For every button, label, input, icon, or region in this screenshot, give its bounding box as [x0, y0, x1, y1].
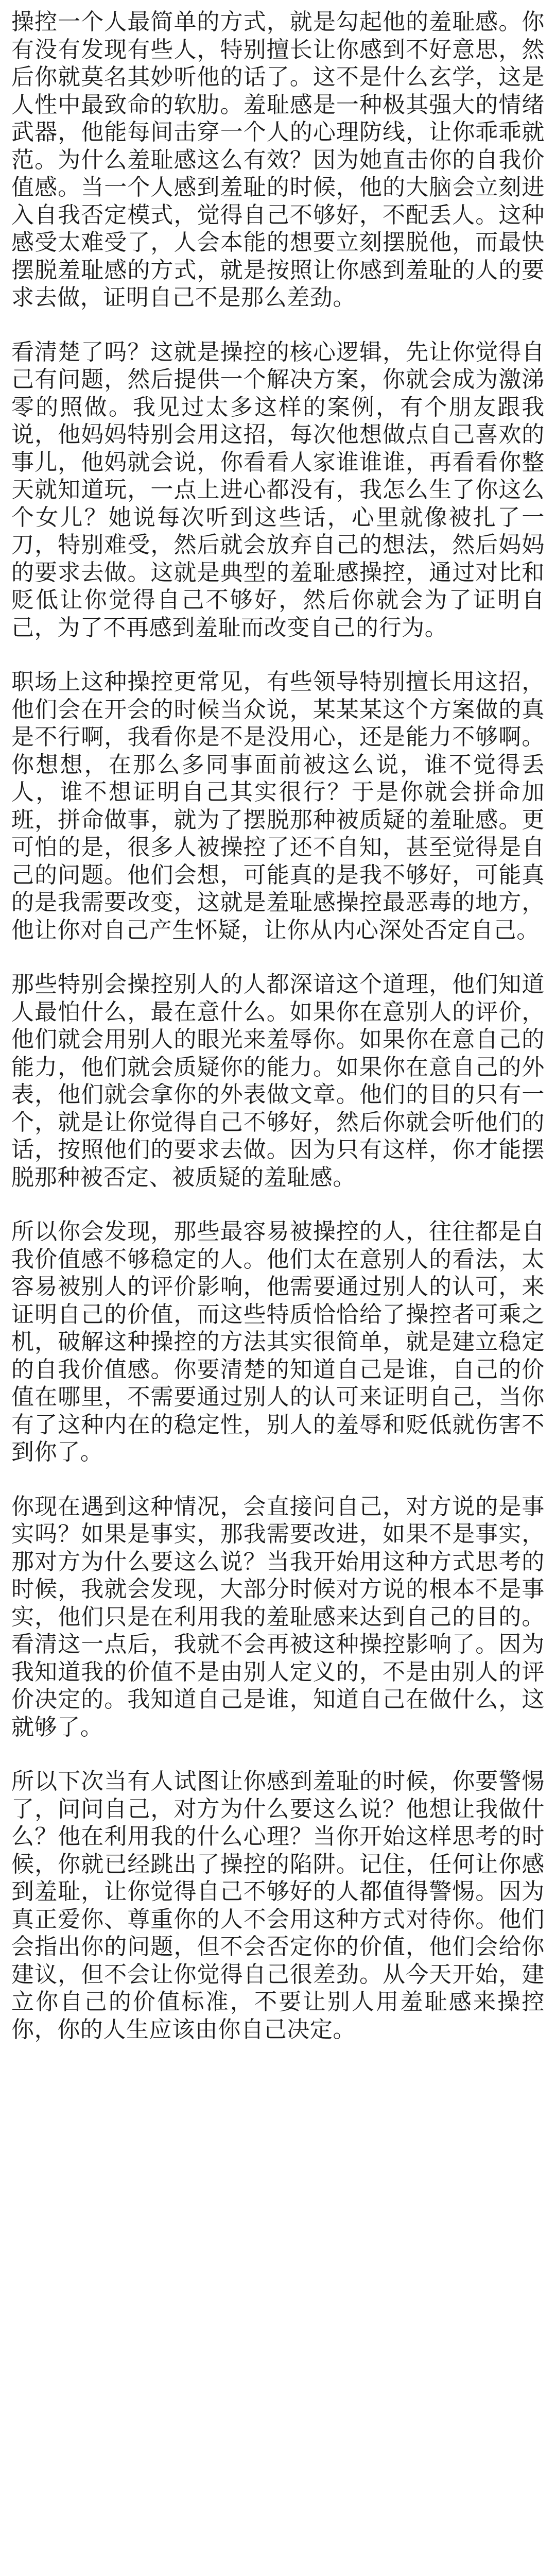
- article-paragraph: 操控一个人最简单的方式，就是勾起他的羞耻感。你有没有发现有些人，特别擅长让你感到不好意思，然后你就莫名其妙听他的话了。这不是什么玄学，这是人性中最致命的软肋。羞耻感是一种极其强大的情绪武器，他能每间击穿一个人的心理防线，让你乖乖就范。为什么羞耻感这么有效？因为她直击你的自我价值感。当一个人感到羞耻的时候，他的大脑会立刻进入自我否定模式，觉得自己不够好，不配丢人。这种感受太难受了，人会本能的想要立刻摆脱他，而最快摆脱羞耻感的方式，就是按照让你感到羞耻的人的要求去做，证明自己不是那么差劲。: [11, 9, 545, 311]
- article-paragraph: 你现在遇到这种情况，会直接问自己，对方说的是事实吗？如果是事实，那我需要改进，如果不是事实，那对方为什么要这么说？当我开始用这种方式思考的时候，我就会发现，大部分时候对方说的根本不是事实，他们只是在利用我的羞耻感来达到自己的目的。看清这一点后，我就不会再被这种操控影响了。因为我知道我的价值不是由别人定义的，不是由别人的评价决定的。我知道自己是谁，知道自己在做什么，这就够了。: [11, 1493, 545, 1740]
- article-paragraph: 所以你会发现，那些最容易被操控的人，往往都是自我价值感不够稳定的人。他们太在意别人的看法，太容易被别人的评价影响，他需要通过别人的认可，来证明自己的价值，而这些特质恰恰给了操控者可乘之机，破解这种操控的方法其实很简单，就是建立稳定的自我价值感。你要清楚的知道自己是谁，自己的价值在哪里，不需要通过别人的认可来证明自己，当你有了这种内在的稳定性，别人的羞辱和贬低就伤害不到你了。: [11, 1218, 545, 1465]
- article-paragraph: 职场上这种操控更常见，有些领导特别擅长用这招，他们会在开会的时候当众说，某某某这个方案做的真是不行啊，我看你是不是没用心，还是能力不够啊。你想想，在那么多同事面前被这么说，谁不觉得丢人，谁不想证明自己其实很行？于是你就会拼命加班，拼命做事，就为了摆脱那种被质疑的羞耻感。更可怕的是，很多人被操控了还不自知，甚至觉得是自己的问题。他们会想，可能真的是我不够好，可能真的是我需要改变，这就是羞耻感操控最恶毒的地方，他让你对自己产生怀疑，让你从内心深处否定自己。: [11, 669, 545, 943]
- article-paragraph: 看清楚了吗？这就是操控的核心逻辑，先让你觉得自己有问题，然后提供一个解决方案，你就会成为激涕零的照做。我见过太多这样的案例，有个朋友跟我说，他妈妈特别会用这招，每次他想做点自己喜欢的事儿，他妈就会说，你看看人家谁谁谁，再看看你整天就知道玩，一点上进心都没有，我怎么生了你这么个女儿？她说每次听到这些话，心里就像被扎了一刀，特别难受，然后就会放弃自己的想法，然后妈妈的要求去做。这就是典型的羞耻感操控，通过对比和贬低让你觉得自己不够好，然后你就会为了证明自己，为了不再感到羞耻而改变自己的行为。: [11, 338, 545, 641]
- article-paragraph: 那些特别会操控别人的人都深谙这个道理，他们知道人最怕什么，最在意什么。如果你在意别人的评价，他们就会用别人的眼光来羞辱你。如果你在意自己的能力，他们就会质疑你的能力。如果你在意自己的外表，他们就会拿你的外表做文章。他们的目的只有一个，就是让你觉得自己不够好，然后你就会听他们的话，按照他们的要求去做。因为只有这样，你才能摆脱那种被否定、被质疑的羞耻感。: [11, 971, 545, 1191]
- article-paragraph: 所以下次当有人试图让你感到羞耻的时候，你要警惕了，问问自己，对方为什么要这么说？他想让我做什么？他在利用我的什么心理？当你开始这样思考的时候，你就已经跳出了操控的陷阱。记住，任何让你感到羞耻，让你觉得自己不够好的人都值得警惕。因为真正爱你、尊重你的人不会用这种方式对待你。他们会指出你的问题，但不会否定你的价值，他们会给你建议，但不会让你觉得自己很差劲。从今天开始，建立你自己的价值标准，不要让别人用羞耻感来操控你，你的人生应该由你自己决定。: [11, 1768, 545, 2043]
